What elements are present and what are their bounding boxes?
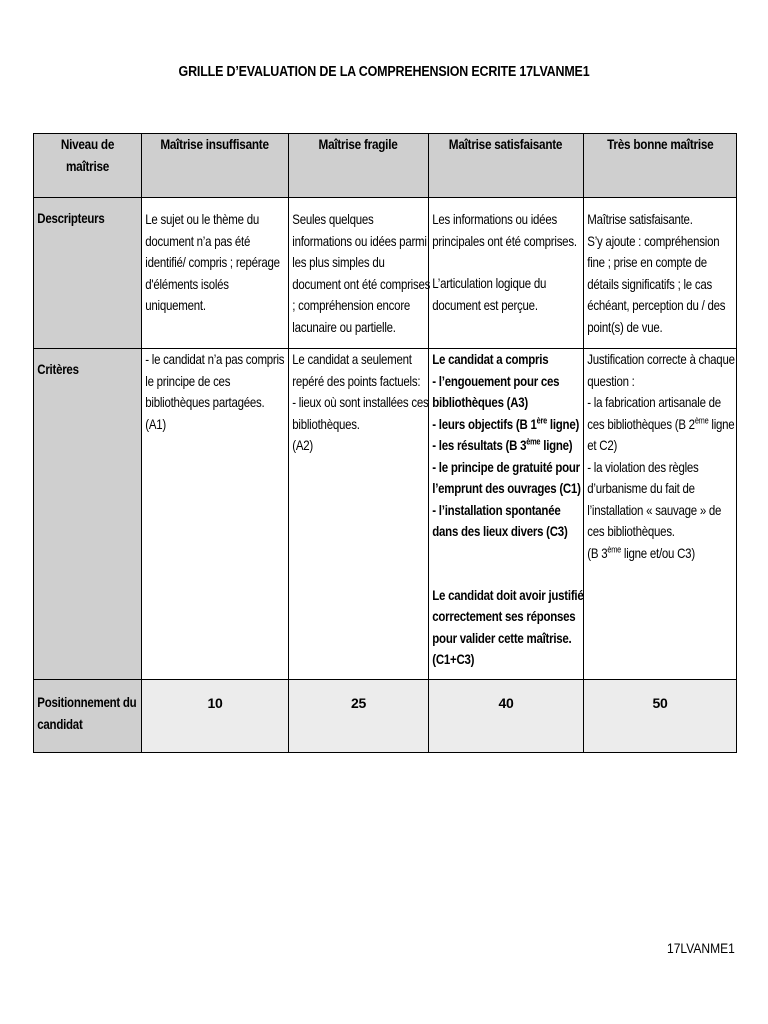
criteres-satisfaisante-intro: Le candidat a compris (432, 351, 549, 367)
header-insuffisante: Maîtrise insuffisante (142, 134, 289, 198)
descripteurs-insuffisante: Le sujet ou le thème du document n’a pas été identifié/ compris ; repérage d'éléments isolés uniquement. (142, 198, 289, 349)
positionnement-score-tres-bonne: 50 (584, 680, 737, 753)
criteres-tres-bonne-item: - la violation des règles d’urbanisme du fait de l’installation « sauvage » de ces bibliothèques. (587, 458, 722, 539)
criteres-satisfaisante-note: Le candidat doit avoir justifié correctement ses réponses pour valider cette maîtrise. (C1+C3) (432, 586, 584, 667)
footer-code: 17LVANME1 (667, 940, 735, 956)
criteres-fragile-line2: - lieux où sont installées ces bibliothèques. (292, 394, 429, 432)
descripteurs-tres-bonne-p1: Maîtrise satisfaisante. (587, 211, 693, 227)
document-title: GRILLE D’EVALUATION DE LA COMPREHENSION ECRITE 17LVANME1 (178, 64, 590, 80)
evaluation-grid (33, 133, 737, 753)
descripteurs-tres-bonne (584, 198, 737, 349)
criteres-satisfaisante-item: - l’installation spontanée dans des lieux divers (C3) (432, 501, 568, 539)
criteres-tres-bonne-ref: (B 3ème ligne et/ou C3) (587, 543, 695, 561)
criteres-satisfaisante-item: - leurs objectifs (B 1ère ligne) (432, 414, 580, 432)
descripteurs-label: Descripteurs (34, 198, 142, 349)
descripteurs-satisfaisante (429, 198, 584, 349)
positionnement-score-satisfaisante: 40 (429, 680, 584, 753)
descripteurs-satisfaisante-p1: Les informations ou idées principales ont été comprises. (432, 211, 577, 249)
criteres-satisfaisante-item: - l’engouement pour ces bibliothèques (A3) (432, 372, 560, 410)
criteres-satisfaisante-item: - les résultats (B 3ème ligne) (432, 436, 573, 453)
header-satisfaisante: Maîtrise satisfaisante (429, 134, 584, 198)
criteres-insuffisante (142, 349, 289, 680)
criteres-fragile (289, 349, 429, 680)
positionnement-score-fragile: 25 (289, 680, 429, 753)
positionnement-label: Positionnement du candidat (34, 680, 142, 753)
descripteurs-tres-bonne-p2: S’y ajoute : compréhension fine ; prise en compte de détails significatifs ; le cas échéant, perception du / des point(s) de vue. (587, 232, 726, 335)
positionnement-score-insuffisante: 10 (142, 680, 289, 753)
header-tres-bonne: Très bonne maîtrise (584, 134, 737, 198)
criteres-insuffisante-ref: (A1) (145, 415, 166, 432)
criteres-satisfaisante-item: - le principe de gratuité pour l’emprunt des ouvrages (C1) (432, 458, 581, 496)
criteres-tres-bonne (584, 349, 737, 680)
descripteurs-fragile: Seules quelques informations ou idées parmi les plus simples du document ont été comprises ; compréhension encore lacunaire ou partielle. (289, 198, 429, 349)
header-niveau: Niveau de maîtrise (34, 134, 142, 198)
criteres-tres-bonne-item: - la fabrication artisanale de ces bibliothèques (B 2ème ligne et C2) (587, 394, 735, 453)
criteres-label: Critères (34, 349, 142, 680)
descripteurs-satisfaisante-p2: L’articulation logique du document est perçue. (432, 275, 547, 313)
criteres-satisfaisante (429, 349, 584, 680)
criteres-tres-bonne-intro: Justification correcte à chaque question : (587, 351, 735, 389)
criteres-insuffisante-line: - le candidat n’a pas compris le principe de ces bibliothèques partagées. (145, 351, 285, 410)
positionnement-row (34, 680, 737, 753)
criteres-row (34, 349, 737, 680)
header-row (34, 134, 737, 198)
criteres-fragile-ref: (A2) (292, 437, 313, 453)
descripteurs-row (34, 198, 737, 349)
header-fragile: Maîtrise fragile (289, 134, 429, 198)
criteres-fragile-line1: Le candidat a seulement repéré des points factuels: (292, 351, 421, 389)
